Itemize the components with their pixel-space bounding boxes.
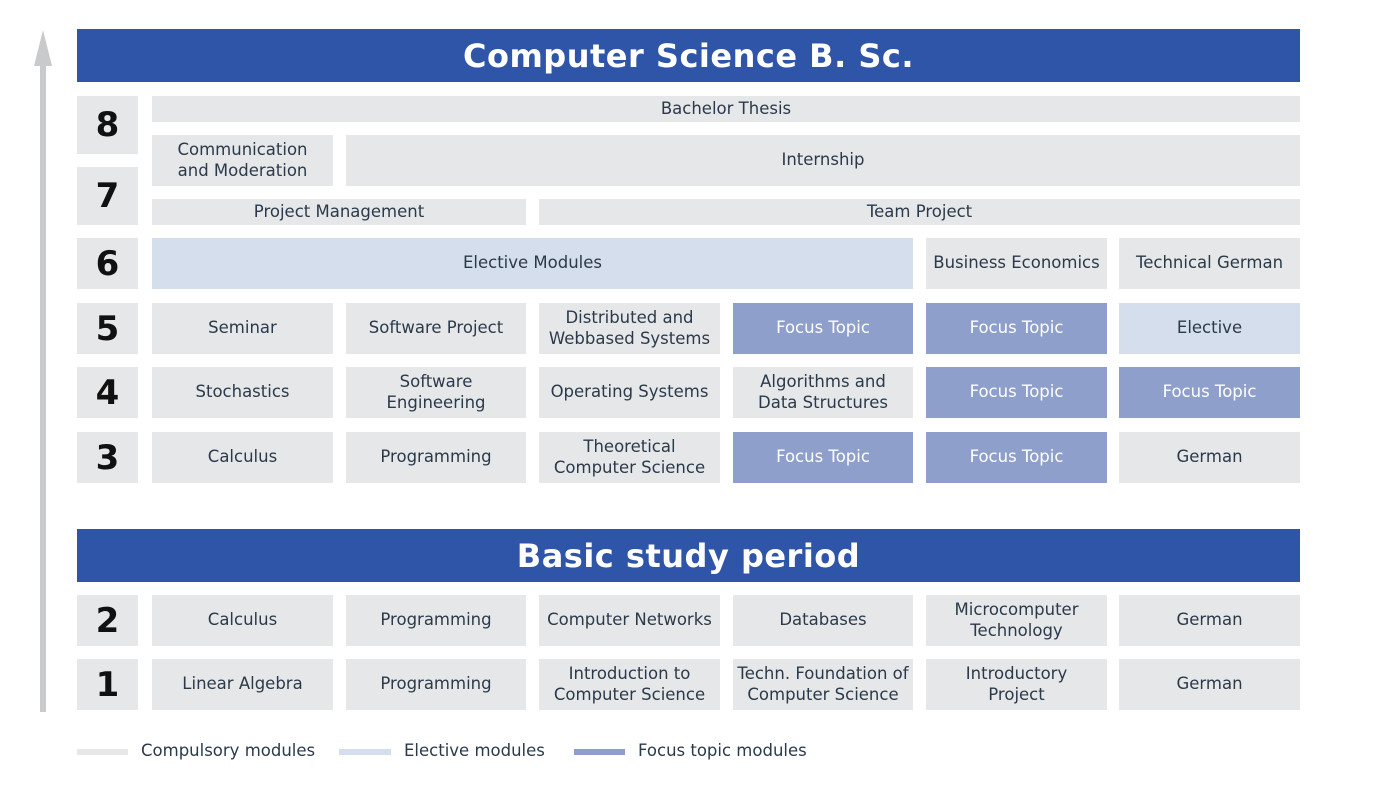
- module-bachelor-thesis: Bachelor Thesis: [152, 96, 1300, 122]
- module-techn-foundation-computer-science: Techn. Foundation of Computer Science: [733, 659, 913, 710]
- module-communication-moderation: Communication and Moderation: [152, 135, 333, 186]
- legend-compulsory-swatch: [77, 749, 128, 755]
- module-linear-algebra: Linear Algebra: [152, 659, 333, 710]
- module-seminar: Seminar: [152, 303, 333, 354]
- module-software-project: Software Project: [346, 303, 526, 354]
- module-distributed-webbased-systems: Distributed and Webbased Systems: [539, 303, 720, 354]
- legend-focus-label: Focus topic modules: [638, 741, 807, 760]
- module-microcomputer-technology: Microcomputer Technology: [926, 595, 1107, 646]
- module-operating-systems: Operating Systems: [539, 367, 720, 418]
- module-focus-topic: Focus Topic: [1119, 367, 1300, 418]
- module-computer-networks: Computer Networks: [539, 595, 720, 646]
- module-business-economics: Business Economics: [926, 238, 1107, 289]
- legend-elective-swatch: [339, 749, 391, 755]
- module-calculus: Calculus: [152, 432, 333, 483]
- module-project-management: Project Management: [152, 199, 526, 225]
- module-introductory-project: Introductory Project: [926, 659, 1107, 710]
- semester-5-label: 5: [77, 303, 138, 354]
- module-databases: Databases: [733, 595, 913, 646]
- semester-2-label: 2: [77, 595, 138, 646]
- semester-3-label: 3: [77, 432, 138, 483]
- module-focus-topic: Focus Topic: [926, 367, 1107, 418]
- semester-6-label: 6: [77, 238, 138, 289]
- basic-study-period-title: Basic study period: [77, 529, 1300, 582]
- module-focus-topic: Focus Topic: [926, 432, 1107, 483]
- module-german: German: [1119, 432, 1300, 483]
- semester-4-label: 4: [77, 367, 138, 418]
- module-introduction-computer-science: Introduction to Computer Science: [539, 659, 720, 710]
- module-algorithms-data-structures: Algorithms and Data Structures: [733, 367, 913, 418]
- semester-7-label: 7: [77, 167, 138, 225]
- module-german: German: [1119, 659, 1300, 710]
- module-technical-german: Technical German: [1119, 238, 1300, 289]
- module-focus-topic: Focus Topic: [733, 432, 913, 483]
- time-arrow: [28, 28, 58, 714]
- module-calculus: Calculus: [152, 595, 333, 646]
- legend-compulsory-label: Compulsory modules: [141, 741, 316, 760]
- module-german: German: [1119, 595, 1300, 646]
- module-theoretical-computer-science: Theoretical Computer Science: [539, 432, 720, 483]
- legend-elective-label: Elective modules: [404, 741, 545, 760]
- module-software-engineering: Software Engineering: [346, 367, 526, 418]
- module-programming: Programming: [346, 659, 526, 710]
- module-programming: Programming: [346, 595, 526, 646]
- module-internship: Internship: [346, 135, 1300, 186]
- module-elective: Elective: [1119, 303, 1300, 354]
- module-elective-modules: Elective Modules: [152, 238, 913, 289]
- module-stochastics: Stochastics: [152, 367, 333, 418]
- semester-8-label: 8: [77, 96, 138, 154]
- module-focus-topic: Focus Topic: [926, 303, 1107, 354]
- module-team-project: Team Project: [539, 199, 1300, 225]
- module-focus-topic: Focus Topic: [733, 303, 913, 354]
- program-title: Computer Science B. Sc.: [77, 29, 1300, 82]
- legend-focus-swatch: [574, 749, 625, 755]
- semester-1-label: 1: [77, 659, 138, 710]
- module-programming: Programming: [346, 432, 526, 483]
